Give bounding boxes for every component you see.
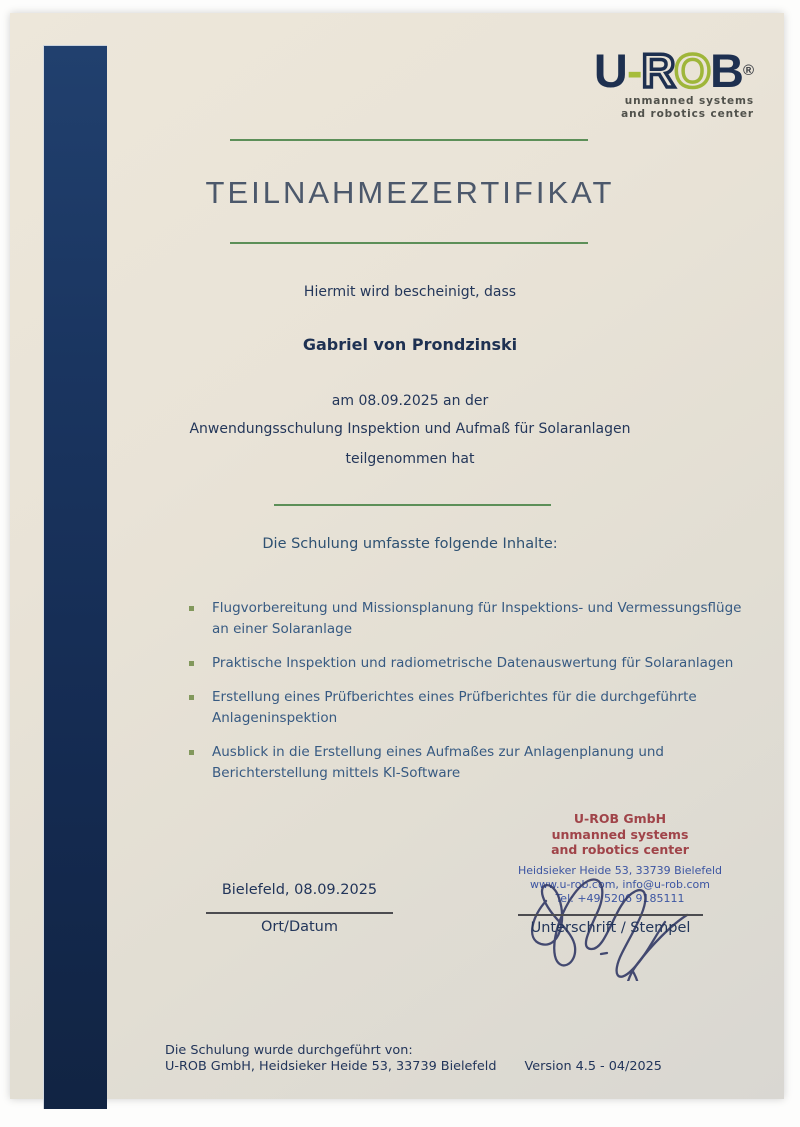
- stamp-phone: Tel: +49 5206 9185111: [555, 891, 685, 905]
- divider-middle: [274, 504, 551, 506]
- stamp-tagline-line2: and robotics center: [551, 842, 689, 857]
- footer: [165, 1043, 662, 1075]
- logo-tagline: [594, 95, 754, 120]
- footer-line1: Die Schulung wurde durchgeführt von:: [165, 1043, 413, 1058]
- registered-trademark-icon: ®: [742, 62, 754, 79]
- handwritten-signature: [515, 841, 720, 981]
- stamp-contact: www.u-rob.com, info@u-rob.com: [530, 877, 710, 891]
- certificate-title: TEILNAHMEZERTIFIKAT: [205, 175, 615, 210]
- stamp-tagline-line1: unmanned systems: [551, 826, 689, 842]
- event-title-line: Anwendungsschulung Inspektion und Aufmaß für Solaranlagen: [189, 421, 631, 437]
- logo-letter-r: R: [641, 44, 675, 97]
- intro-text: Hiermit wird bescheinigt, dass: [303, 284, 517, 300]
- signature-label: Unterschrift / Stempel: [530, 920, 691, 936]
- list-item: Erstellung eines Prüfberichtes eines Prüfberichtes für die durchgeführte Anlageninspektion: [187, 687, 757, 729]
- list-item: Ausblick in die Erstellung eines Aufmaßes zur Anlagenplanung und Berichterstellung mittels KI-Software: [187, 742, 757, 784]
- logo-letter-u: U: [593, 44, 627, 97]
- logo-tagline-line1: unmanned systems: [624, 95, 754, 107]
- logo-tagline-line2: and robotics center: [621, 107, 754, 120]
- contents-heading: Die Schulung umfasste folgende Inhalte:: [262, 536, 558, 552]
- footer-line2: [165, 1059, 662, 1075]
- u-rob-logo: [593, 44, 754, 120]
- place-date-label: Ort/Datum: [261, 919, 338, 935]
- event-participation-line: teilgenommen hat: [345, 451, 475, 467]
- divider-under-title: [230, 242, 588, 244]
- stamp-company: U-ROB GmbH: [573, 811, 667, 826]
- event-date-line: am 08.09.2025 an der: [331, 393, 489, 409]
- footer-version: Version 4.5 - 04/2025: [524, 1059, 662, 1074]
- certificate-page: [10, 13, 784, 1099]
- stamp-address: Heidsieker Heide 53, 33739 Bielefeld: [517, 863, 723, 877]
- place-date: Bielefeld, 08.09.2025: [221, 882, 378, 898]
- footer-address: U-ROB GmbH, Heidsieker Heide 53, 33739 Bielefeld: [165, 1059, 497, 1074]
- logo-dash: -: [626, 44, 642, 97]
- logo-letter-b: B: [709, 44, 743, 97]
- u-rob-wordmark: [593, 44, 754, 97]
- place-date-line: [206, 912, 393, 914]
- training-contents-list: [187, 598, 757, 797]
- signature-line: [518, 914, 703, 916]
- participant-name: Gabriel von Prondzinski: [302, 335, 518, 354]
- list-item: Praktische Inspektion und radiometrische Datenauswertung für Solaranlagen: [187, 653, 757, 674]
- divider-top: [230, 139, 588, 141]
- list-item: Flugvorbereitung und Missionsplanung für Inspektions- und Vermessungsflüge an einer Solaranlage: [187, 598, 757, 640]
- logo-letter-o: O: [674, 44, 710, 97]
